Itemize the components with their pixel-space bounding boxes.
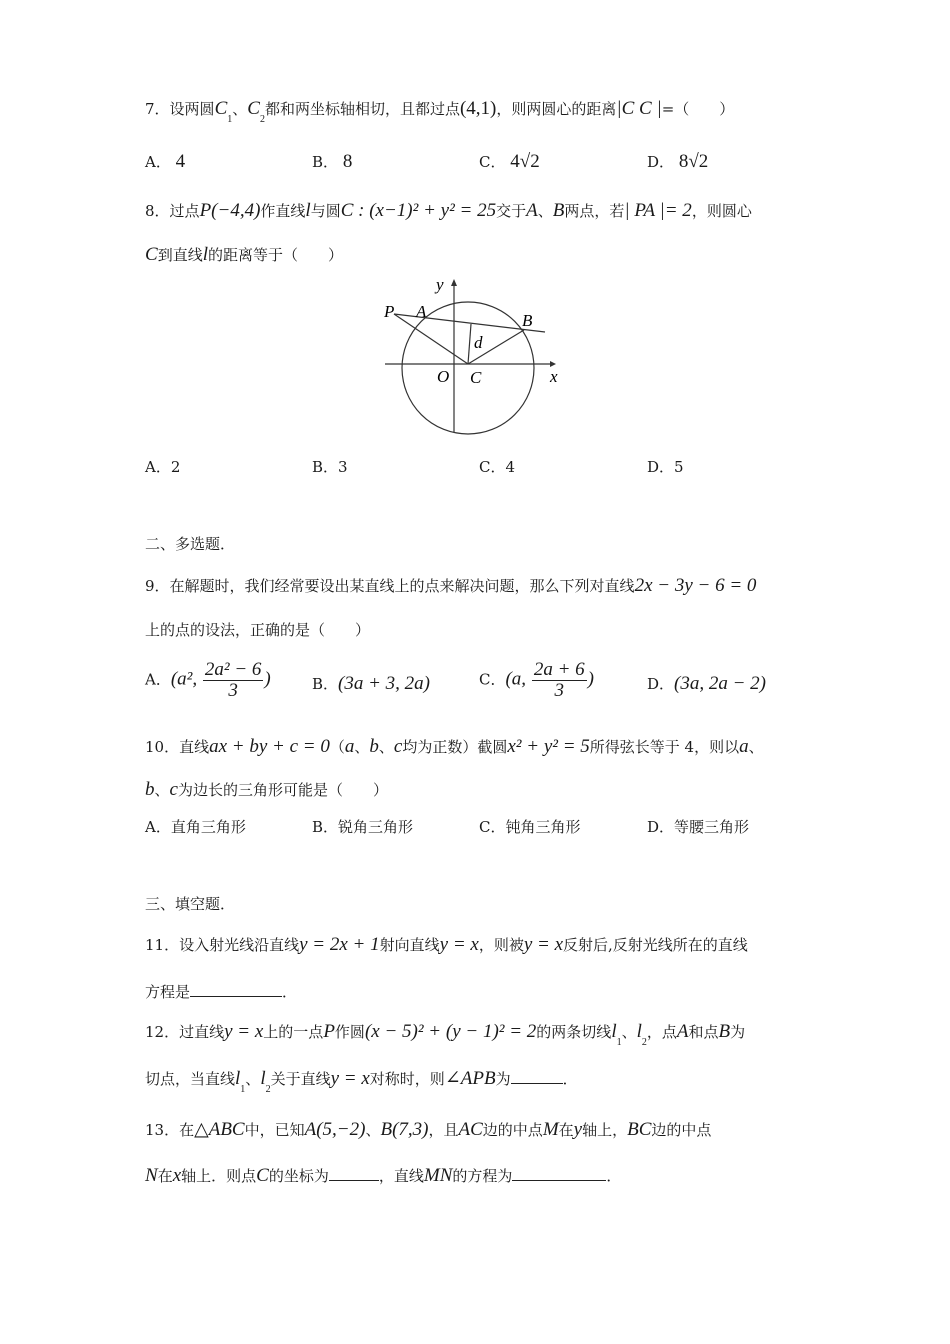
q13-text: 在 (179, 1121, 195, 1139)
q7-option-a (145, 152, 185, 172)
q8-figure-label-d: d (474, 333, 483, 352)
q7-distance: |C C | (616, 98, 662, 119)
q8-B: B (552, 200, 565, 221)
q9-option-letter: D． (647, 675, 675, 693)
q9-number: 9． (145, 577, 170, 595)
q11-text: 方程是 (145, 983, 191, 1001)
q9-option-c (479, 660, 594, 701)
q12-text: 为 (730, 1023, 746, 1041)
q13-text: 的坐标为 (268, 1167, 329, 1185)
q13-number: 13． (145, 1121, 180, 1139)
q12-text: 和点 (688, 1023, 719, 1041)
q8-sep: 、 (537, 202, 553, 220)
q13-text: 的方程为 (452, 1167, 513, 1185)
q8-figure-label-x: x (550, 367, 558, 386)
q13-point-A: A(5,−2) (304, 1119, 366, 1140)
q10-text: 直线 (179, 738, 210, 756)
q7-c2-letter: C (247, 98, 260, 119)
q8-figure-label-C: C (470, 368, 482, 387)
q10-c: c (393, 736, 403, 757)
q7-c2: $C_2$ (247, 98, 265, 125)
q7-equals: =（ ） (661, 100, 735, 118)
q12-B: B (718, 1021, 731, 1042)
q8-option-value: 2 (170, 458, 181, 476)
q11-stem-cont (145, 980, 297, 1002)
q13-x: x (172, 1165, 182, 1186)
q7-option-letter: C． (479, 153, 506, 171)
q8-line-l: l (305, 200, 311, 221)
q12-text: 过直线 (179, 1023, 225, 1041)
q7-option-value: 4 (175, 151, 186, 172)
q10-option-letter: C． (479, 818, 506, 836)
q8-option-value: 4 (505, 458, 516, 476)
q7-stem (145, 98, 735, 125)
q10-stem (145, 737, 764, 757)
q13-text: ，直线 (378, 1167, 424, 1185)
q10-option-value: 钝角三角形 (505, 818, 581, 836)
q13-text: 在 (558, 1121, 574, 1139)
q12-P: P (323, 1021, 335, 1042)
q8-text: 过点 (169, 202, 200, 220)
q10-sep: 、 (354, 738, 370, 756)
q9-option-part: ) (264, 668, 271, 690)
q10-option-c (479, 817, 581, 837)
section-title-fill: 三、填空题． (145, 895, 236, 913)
q7-option-c (479, 152, 540, 172)
q12-text: ，点 (646, 1023, 677, 1041)
q9-option-d (647, 674, 766, 694)
q13-BC: BC (627, 1119, 652, 1140)
q9-option-letter: C． (479, 670, 506, 689)
q11-number: 11． (145, 936, 180, 954)
q8-line-l: l (202, 244, 208, 265)
q12-text: 作圆 (334, 1023, 365, 1041)
q12-l2: $l_2$ (636, 1021, 647, 1048)
q8-point: P(−4,4) (199, 200, 261, 221)
q10-text: 为边长的三角形可能是（ ） (177, 781, 388, 799)
q8-figure-label-B: B (522, 311, 533, 330)
q10-sep: 、 (378, 738, 394, 756)
q7-option-d (647, 152, 708, 172)
q10-number: 10． (145, 738, 180, 756)
q8-option-letter: B． (312, 458, 339, 476)
section-title-multi: 二、多选题． (145, 535, 236, 553)
q7-text: 设两圆 (169, 100, 215, 118)
q13-text: 轴上．则点 (181, 1167, 257, 1185)
q8-option-d (647, 457, 684, 477)
q8-option-a (145, 457, 180, 477)
q8-A: A (526, 200, 538, 221)
q13-text: 边的中点 (651, 1121, 712, 1139)
q13-AC: AC (458, 1119, 483, 1140)
q8-text: 的距离等于（ ） (207, 246, 343, 264)
q8-option-letter: C． (479, 458, 506, 476)
q12-text: 关于直线 (270, 1070, 331, 1088)
q8-number: 8． (145, 202, 170, 220)
fraction-denominator: 3 (554, 680, 564, 701)
q11-answer-blank[interactable] (190, 980, 282, 997)
q7-option-letter: A． (145, 153, 171, 171)
q8-figure (370, 272, 570, 442)
q12-text: 的两条切线 (536, 1023, 612, 1041)
q8-circle-eq: C : (x−1)² + y² = 25 (340, 200, 497, 221)
q13-text: 在 (157, 1167, 173, 1185)
q13-M: M (542, 1119, 559, 1140)
q10-sep: 、 (154, 781, 170, 799)
q7-option-value: 8 (342, 151, 353, 172)
fraction-denominator: 3 (228, 680, 238, 701)
q12-l2-letter: l (260, 1068, 266, 1089)
q12-l2: $l_2$ (260, 1068, 271, 1095)
q10-option-letter: B． (312, 818, 339, 836)
q7-c1-letter: C (214, 98, 228, 119)
q7-option-value: 8√2 (678, 151, 709, 172)
q12-l1: $l_1$ (235, 1068, 246, 1095)
q13-N: N (145, 1165, 158, 1186)
q11-line2: y = x (439, 934, 479, 955)
q9-option-value: (3a + 3, 2a) (338, 673, 431, 694)
q11-end: ． (282, 983, 298, 1001)
q8-figure-label-y: y (436, 275, 444, 294)
q8-option-letter: A． (145, 458, 171, 476)
q8-figure-label-A: A (416, 302, 427, 321)
q9-option-part: ) (587, 668, 594, 690)
q8-option-letter: D． (647, 458, 675, 476)
q8-figure-circle (402, 302, 534, 434)
q12-text: 对称时，则 (369, 1070, 445, 1088)
q8-option-value: 5 (674, 458, 684, 476)
q11-stem (145, 935, 748, 955)
q7-option-letter: D． (647, 153, 675, 171)
q9-option-letter: A． (145, 670, 171, 689)
q10-a: a (739, 736, 749, 757)
q12-text: 上的一点 (263, 1023, 324, 1041)
q11-line1: y = 2x + 1 (299, 934, 380, 955)
q12-answer-blank[interactable] (511, 1067, 563, 1084)
q8-option-c (479, 457, 515, 477)
q10-text: 均为正数）截圆 (402, 738, 508, 756)
q9-option-value: (3a, 2a − 2) (674, 673, 767, 694)
q12-sep: 、 (245, 1070, 261, 1088)
q8-option-b (312, 457, 348, 477)
q13-text: ，且 (428, 1121, 459, 1139)
q11-text: 射向直线 (379, 936, 440, 954)
q12-circle-eq: (x − 5)² + (y − 1)² = 2 (364, 1021, 537, 1042)
q11-text: 设入射光线沿直线 (179, 936, 300, 954)
q13-C: C (256, 1165, 269, 1186)
q12-l1-letter: l (235, 1068, 241, 1089)
q7-sep: 、 (232, 100, 248, 118)
q8-stem-cont (145, 245, 343, 265)
q9-option-part: (a², (170, 668, 202, 690)
q12-stem (145, 1021, 746, 1048)
q11-text: 反射后,反射光线所在的直线 (563, 936, 748, 954)
q10-option-value: 等腰三角形 (674, 818, 750, 836)
q9-stem (145, 576, 756, 596)
q7-option-b (312, 152, 352, 172)
q12-number: 12． (145, 1023, 180, 1041)
q11-line3: y = x (523, 934, 564, 955)
q13-text: 轴上， (582, 1121, 628, 1139)
q12-line2: y = x (330, 1068, 370, 1089)
q8-text: 到直线 (157, 246, 203, 264)
q10-circle-eq: x² + y² = 5 (507, 736, 590, 757)
q13-triangle: △ABC (194, 1119, 245, 1140)
q10-option-value: 锐角三角形 (338, 818, 414, 836)
q10-option-letter: A． (145, 818, 171, 836)
q10-sep: 、 (748, 738, 764, 756)
q9-option-a-fraction (203, 660, 264, 701)
q12-line: y = x (224, 1021, 264, 1042)
q7-number: 7． (145, 100, 170, 118)
q8-C: C (145, 244, 158, 265)
q13-sep: 、 (365, 1121, 381, 1139)
q8-text: 与圆 (310, 202, 341, 220)
q10-line-eq: ax + by + c = 0 (209, 736, 330, 757)
q13-text: 边的中点 (482, 1121, 543, 1139)
q13-text: 中，已知 (244, 1121, 305, 1139)
q9-option-letter: B． (312, 675, 339, 693)
q7-text: 都和两坐标轴相切，且都过点 (264, 100, 460, 118)
q13-answer-blank-2[interactable] (512, 1164, 606, 1181)
q8-option-value: 3 (338, 458, 348, 476)
q9-stem-cont: 上的点的设法，正确的是（ ） (145, 621, 371, 639)
q10-option-value: 直角三角形 (170, 818, 246, 836)
q10-b: b (369, 736, 379, 757)
q12-end: ． (562, 1070, 578, 1088)
q10-option-b (312, 817, 413, 837)
q8-figure-y-arrow (451, 279, 457, 286)
q8-text: 两点，若 (564, 202, 625, 220)
q12-text: 为 (495, 1070, 511, 1088)
q12-text: 切点，当直线 (145, 1070, 236, 1088)
fraction-numerator: 2a² − 6 (204, 659, 262, 680)
q10-c: c (169, 779, 178, 800)
q13-end: ． (606, 1167, 622, 1185)
q10-option-letter: D． (647, 818, 675, 836)
q7-text: ，则两圆心的距离 (496, 100, 617, 118)
q10-option-d (647, 817, 749, 837)
q8-figure-label-P: P (384, 302, 395, 321)
q13-stem-cont (145, 1164, 621, 1186)
q9-option-a (145, 660, 271, 701)
q12-A: A (676, 1021, 689, 1042)
fraction-numerator: 2a + 6 (533, 659, 585, 680)
q9-option-c-fraction (532, 660, 587, 701)
q12-l1: $l_1$ (611, 1021, 622, 1048)
q8-text: ，则圆心 (691, 202, 752, 220)
q8-pa: | PA |= 2 (624, 200, 692, 221)
q12-l1-letter: l (611, 1021, 617, 1042)
q9-line-eq: 2x − 3y − 6 = 0 (634, 575, 757, 596)
q8-stem (145, 201, 752, 221)
q10-b: b (145, 779, 155, 800)
q8-figure-label-O: O (437, 367, 450, 386)
q12-angle: ∠APB (444, 1068, 496, 1089)
q7-option-letter: B． (312, 153, 339, 171)
q10-text: （ (329, 738, 345, 756)
q8-text: 交于 (496, 202, 527, 220)
q7-c1: $C_1$ (214, 98, 233, 125)
q10-text: 所得弦长等于 4，则以 (589, 738, 740, 756)
q9-option-b (312, 674, 430, 694)
q9-text: 在解题时，我们经常要设出某直线上的点来解决问题，那么下列对直线 (169, 577, 635, 595)
q7-point: (4,1) (459, 98, 497, 119)
q12-sep: 、 (621, 1023, 637, 1041)
q10-option-a (145, 817, 246, 837)
q13-MN: MN (423, 1165, 453, 1186)
q12-stem-cont (145, 1067, 578, 1095)
q9-option-part: (a, (505, 668, 531, 690)
q7-option-value: 4√2 (510, 151, 540, 172)
q12-l2-letter: l (636, 1021, 642, 1042)
q8-text: 作直线 (260, 202, 306, 220)
q13-y: y (573, 1119, 583, 1140)
q13-answer-blank-1[interactable] (329, 1164, 379, 1181)
q13-stem (145, 1120, 711, 1140)
q8-figure-segment-d (468, 324, 471, 364)
q10-a: a (344, 736, 355, 757)
q13-point-B: B(7,3) (380, 1119, 429, 1140)
q11-text: ，则被 (478, 936, 524, 954)
q10-stem-cont (145, 780, 388, 800)
